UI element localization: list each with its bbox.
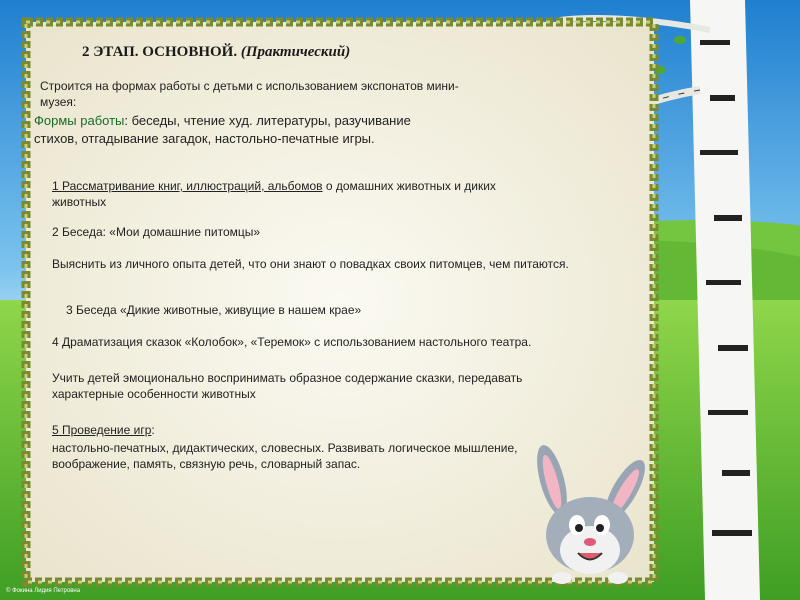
forms-label: Формы работы	[34, 113, 125, 128]
copyright-footer: © Фокина Лидия Петровна	[6, 588, 81, 594]
item-2: 2 Беседа: «Мои домашние питомцы»	[52, 225, 261, 239]
item-3: 3 Беседа «Дикие животные, живущие в нашем крае»	[66, 303, 362, 317]
item-5-detail: настольно-печатных, дидактических, словесных. Развивать логическое мышление, воображение, память, связную речь, словарный запас.	[52, 441, 518, 471]
page-title: 2 ЭТАП. ОСНОВНОЙ. (Практический)	[82, 44, 351, 60]
forms-paragraph	[34, 112, 454, 148]
item-5: 5 Проведение игр:	[52, 423, 155, 437]
item-4-detail: Учить детей эмоционально воспринимать образное содержание сказки, передавать характерные особенности животных	[52, 371, 523, 401]
intro-text: Строится на формах работы с детьми с использованием экспонатов мини-музея:	[40, 79, 459, 109]
item-2-detail: Выяснить из личного опыта детей, что они знают о повадках своих питомцев, чем питаются.	[52, 257, 569, 271]
forms-text: : беседы, чтение худ. литературы, разучивание стихов, отгадывание загадок, настольно-печатные игры.	[34, 113, 411, 146]
item-4: 4 Драматизация сказок «Колобок», «Теремок» с использованием настольного театра.	[52, 335, 532, 349]
item-1: 1 Рассматривание книг, иллюстраций, альбомов о домашних животных и диких животных	[52, 179, 496, 209]
